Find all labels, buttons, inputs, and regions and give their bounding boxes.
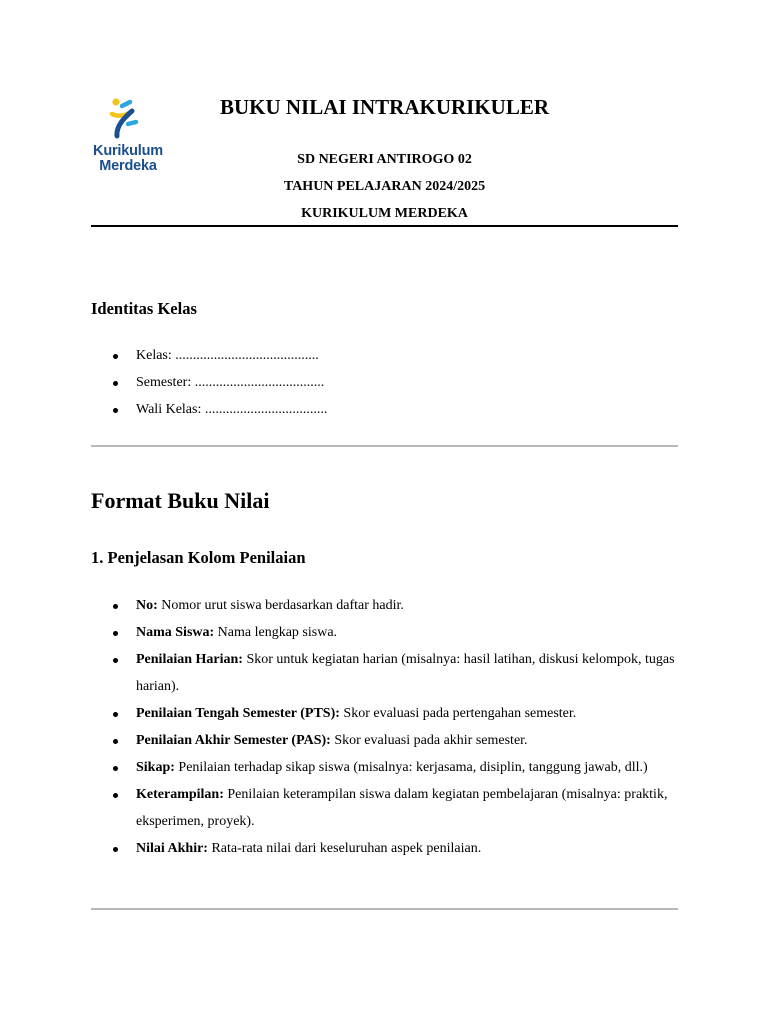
item-term: Nama Siswa: bbox=[136, 625, 215, 640]
list-item: Semester: ..................................... bbox=[91, 369, 678, 396]
item-term: Nilai Akhir: bbox=[136, 841, 208, 856]
list-item bbox=[91, 646, 678, 700]
section-divider bbox=[91, 908, 678, 910]
list-item bbox=[91, 700, 678, 727]
document-title: BUKU NILAI INTRAKURIKULER bbox=[219, 95, 550, 119]
item-desc: Skor evaluasi pada akhir semester. bbox=[330, 733, 528, 748]
item-term: Penilaian Harian: bbox=[136, 652, 243, 667]
identity-heading: Identitas Kelas bbox=[91, 299, 197, 318]
identity-list bbox=[91, 342, 678, 423]
list-item bbox=[91, 835, 678, 862]
academic-year: TAHUN PELAJARAN 2024/2025 bbox=[283, 179, 486, 194]
item-desc: Skor evaluasi pada pertengahan semester. bbox=[339, 706, 577, 721]
item-desc: Nama lengkap siswa. bbox=[214, 625, 338, 640]
school-name: SD NEGERI ANTIROGO 02 bbox=[297, 152, 472, 167]
item-term: Penilaian Tengah Semester (PTS): bbox=[136, 706, 340, 721]
item-desc: Penilaian terhadap sikap siswa (misalnya: kerjasama, disiplin, tanggung jawab, dll.) bbox=[174, 760, 648, 775]
logo-line-1: Kurikulum bbox=[93, 143, 163, 159]
list-item bbox=[91, 592, 678, 619]
item-term: No: bbox=[136, 598, 158, 613]
item-term: Penilaian Akhir Semester (PAS): bbox=[136, 733, 331, 748]
document-header bbox=[91, 90, 678, 227]
header-divider bbox=[91, 225, 678, 227]
document-page bbox=[91, 0, 678, 1024]
column-explanation-heading: 1. Penjelasan Kolom Penilaian bbox=[91, 548, 306, 567]
list-item bbox=[91, 781, 678, 835]
list-item: Kelas: ......................................... bbox=[91, 342, 678, 369]
item-desc: Nomor urut siswa berdasarkan daftar hadir. bbox=[157, 598, 404, 613]
list-item bbox=[91, 754, 678, 781]
list-item bbox=[91, 727, 678, 754]
item-term: Sikap: bbox=[136, 760, 175, 775]
item-desc: Skor untuk kegiatan harian (misalnya: hasil latihan, diskusi kelompok, tugas harian). bbox=[136, 652, 675, 694]
item-term: Keterampilan: bbox=[136, 787, 224, 802]
item-desc: Rata-rata nilai dari keseluruhan aspek penilaian. bbox=[207, 841, 482, 856]
item-desc: Penilaian keterampilan siswa dalam kegiatan pembelajaran (misalnya: praktik, eksperimen, proyek). bbox=[136, 787, 668, 829]
column-explanation-list bbox=[91, 592, 678, 862]
format-heading: Format Buku Nilai bbox=[91, 488, 270, 513]
list-item: Wali Kelas: ................................... bbox=[91, 396, 678, 423]
list-item bbox=[91, 619, 678, 646]
logo-line-2: Merdeka bbox=[99, 158, 157, 174]
curriculum-name: KURIKULUM MERDEKA bbox=[301, 206, 468, 221]
section-divider bbox=[91, 445, 678, 447]
